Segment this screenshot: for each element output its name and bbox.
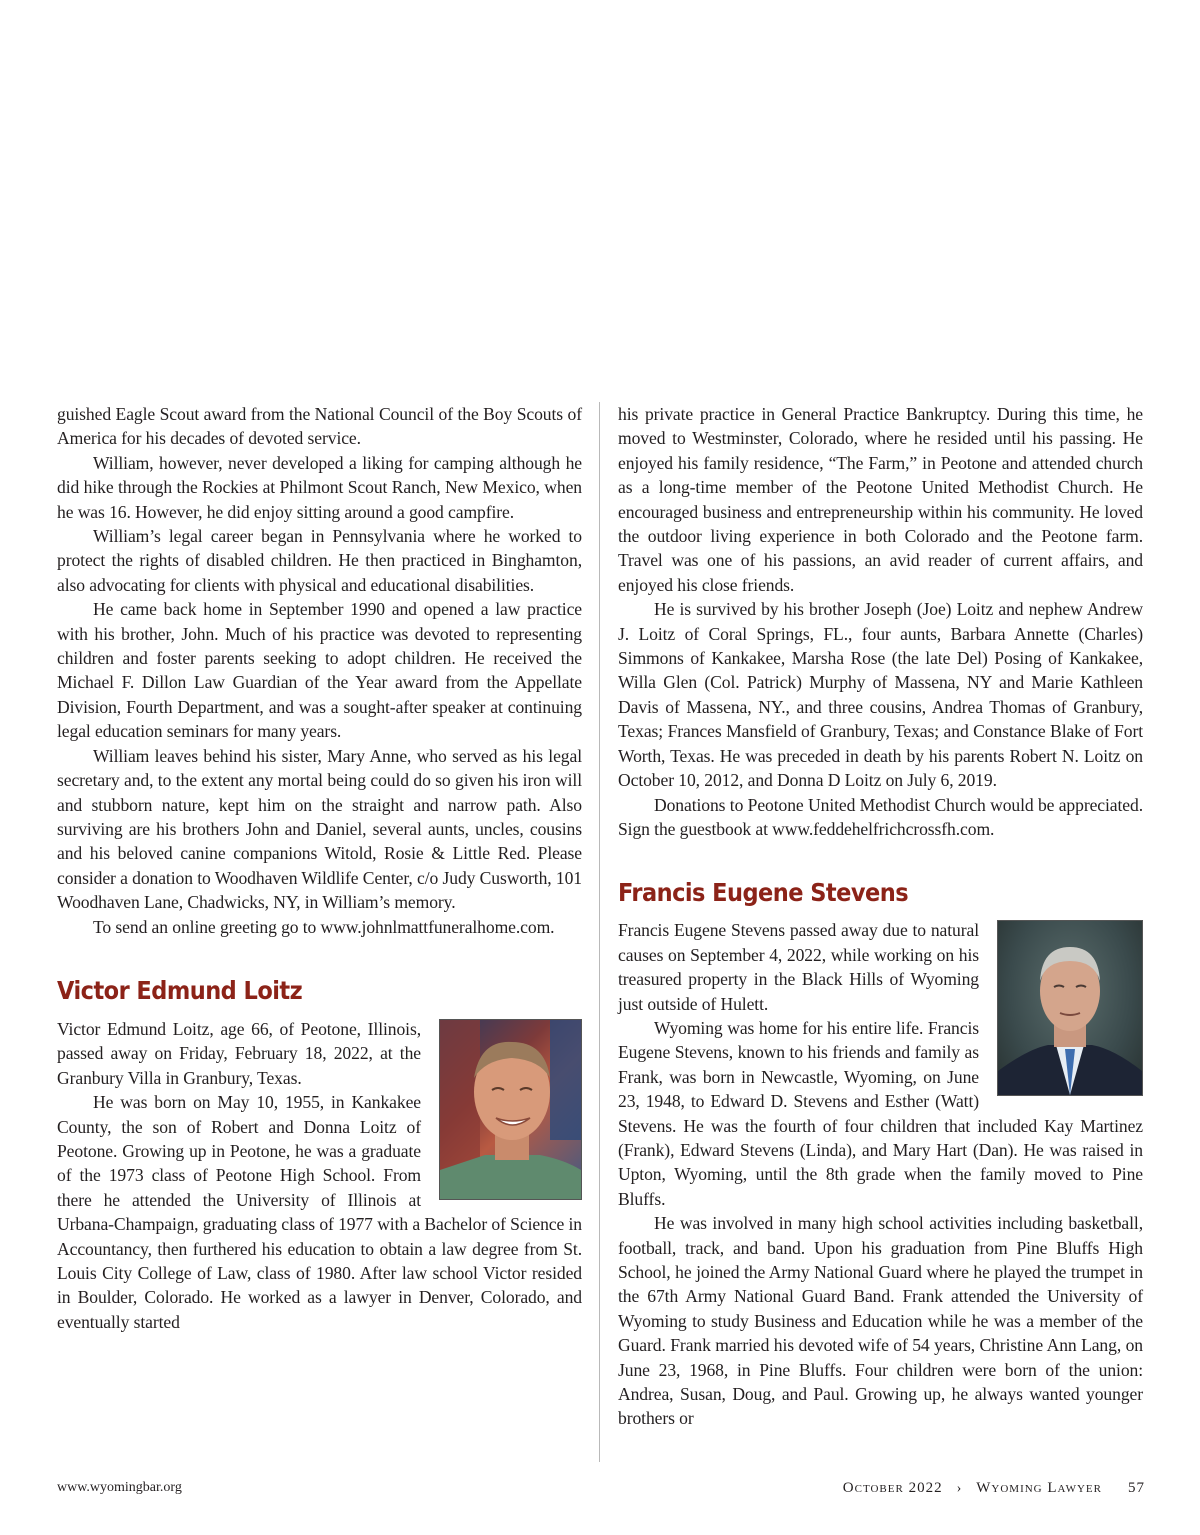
left-column (57, 402, 582, 1334)
victor-paragraph-5: Donations to Peotone United Methodist Church would be appreciated. Sign the guestbook at www.feddehelfrichcrossfh.com. (618, 794, 1143, 839)
william-paragraph-3: William’s legal career began in Pennsylvania where he worked to protect the rights of disabled children. He then practiced in Binghamton, also advocating for clients with physical and educational disabilities. (57, 526, 582, 595)
victor-heading: Victor Edmund Loitz (57, 975, 303, 1005)
william-paragraph-2: William, however, never developed a liking for camping although he did hike through the Rockies at Philmont Scout Ranch, New Mexico, when he was 16. However, he did enjoy sitting around a good campfire. (57, 452, 582, 522)
william-paragraph-5: William leaves behind his sister, Mary Anne, who served as his legal secretary and, to the extent any mortal being could do so given his iron will and stubborn nature, kept him on the straight and narrow path. Also surviving are his brothers John and Daniel, several aunts, uncles, cousins and his beloved canine companions Witold, Rosie & Little Red. Please consider a donation to Woodhaven Wildlife Center, c/o Judy Cusworth, 101 Woodhaven Lane, Chadwicks, NY, in William’s memory. (57, 745, 582, 913)
victor-portrait-image (440, 1020, 581, 1199)
right-column (618, 402, 1143, 1431)
francis-paragraph-2: Wyoming was home for his entire life. Francis Eugene Stevens, known to his friends and family as Frank, was born in Newcastle, Wyoming, on June 23, 1948, to Edward D. Stevens and Esther (Watt) Stevens. He was the fourth of four children that included Kay Martinez (Frank), Edward Stevens (Linda), and Mary Hart (Dan). He was raised in Upton, Wyoming, until the 8th grade when the family moved to Pine Bluffs. (618, 1017, 1143, 1209)
footer-issue-info (843, 1480, 1145, 1497)
page-number: 57 (1128, 1480, 1145, 1496)
column-divider (599, 402, 600, 1462)
victor-paragraph-3: his private practice in General Practice Bankruptcy. During this time, he moved to Westminster, Colorado, where he resided until his passing. He enjoyed his family residence, “The Farm,” in Peotone and attended church as a long-time member of the Peotone United Methodist Church. He encouraged business and entrepreneurship within his community. He loved the outdoor living experience in both Colorado and the Peotone farm. Travel was one of his passions, an avid reader of current affairs, and enjoyed his close friends. (618, 404, 1143, 595)
william-paragraph-6: To send an online greeting go to www.johnlmattfuneralhome.com. (93, 916, 555, 937)
francis-paragraph-3: He was involved in many high school activities including basketball, football, track, and band. Upon his graduation from Pine Bluffs High School, he joined the Army National Guard where he played the trumpet in the 67th Army National Guard Band. Frank attended the University of Wyoming to study Business and Education while he was a member of the Guard. Frank married his devoted wife of 54 years, Christine Ann Lang, on June 23, 1968, in Pine Bluffs. Four children were born of the union: Andrea, Susan, Doug, and Paul. Growing up, he always wanted younger brothers or (618, 1213, 1143, 1429)
francis-portrait-image (998, 921, 1142, 1095)
victor-paragraph-4: He is survived by his brother Joseph (Joe) Loitz and nephew Andrew J. Loitz of Coral Springs, FL., four aunts, Barbara Annette (Charles) Simmons of Kankakee, Marsha Rose (the late Del) Posing of Kankakee, Willa Glen (Col. Patrick) Murphy of Massena, NY and Marie Kathleen Davis of Massena, NY., and three cousins, Andrea Thomas of Granbury, Texas; Frances Mansfield of Granbury, Texas; and Constance Blake of Fort Worth, Texas. He was preceded in death by his parents Robert N. Loitz on October 10, 2012, and Donna D Loitz on July 6, 2019. (618, 599, 1143, 791)
francis-paragraph-1: Francis Eugene Stevens passed away due to natural causes on September 4, 2022, while working on his treasured property in the Black Hills of Wyoming just outside of Hulett. (618, 920, 979, 1014)
william-paragraph-1: guished Eagle Scout award from the National Council of the Boy Scouts of America for his decades of devoted service. (57, 404, 582, 449)
victor-paragraph-1: Victor Edmund Loitz, age 66, of Peotone, Illinois, passed away on Friday, February 18, 2022, at the Granbury Villa in Granbury, Texas. (57, 1018, 421, 1088)
footer-separator-icon: › (956, 1481, 963, 1496)
victor-paragraph-2: He was born on May 10, 1955, in Kankakee County, the son of Robert and Donna Loitz of Peotone. Growing up in Peotone, he was a graduate of the 1973 class of Peotone High School. From there he attended the University of Illinois at Urbana-Champaign, graduating class of 1977 with a Bachelor of Science in Accountancy, then furthered his education to obtain a law degree from St. Louis City College of Law, class of 1980. After law school Victor resided in Boulder, Colorado. He worked as a lawyer in Denver, Colorado, and eventually started (57, 1092, 582, 1332)
victor-portrait-photo (439, 1019, 582, 1200)
footer-website: www.wyomingbar.org (57, 1480, 182, 1495)
footer-month: October 2022 (842, 1480, 943, 1496)
footer-publication: Wyoming Lawyer (976, 1480, 1102, 1496)
francis-heading: Francis Eugene Stevens (618, 878, 909, 908)
francis-portrait-photo (997, 920, 1143, 1096)
william-paragraph-4: He came back home in September 1990 and opened a law practice with his brother, John. Much of his practice was devoted to representing children and foster parents seeking to adopt children. He received the Michael F. Dillon Law Guardian of the Year award from the Appellate Division, Fourth Department, and was a sought-after speaker at continuing legal education seminars for many years. (57, 599, 582, 742)
